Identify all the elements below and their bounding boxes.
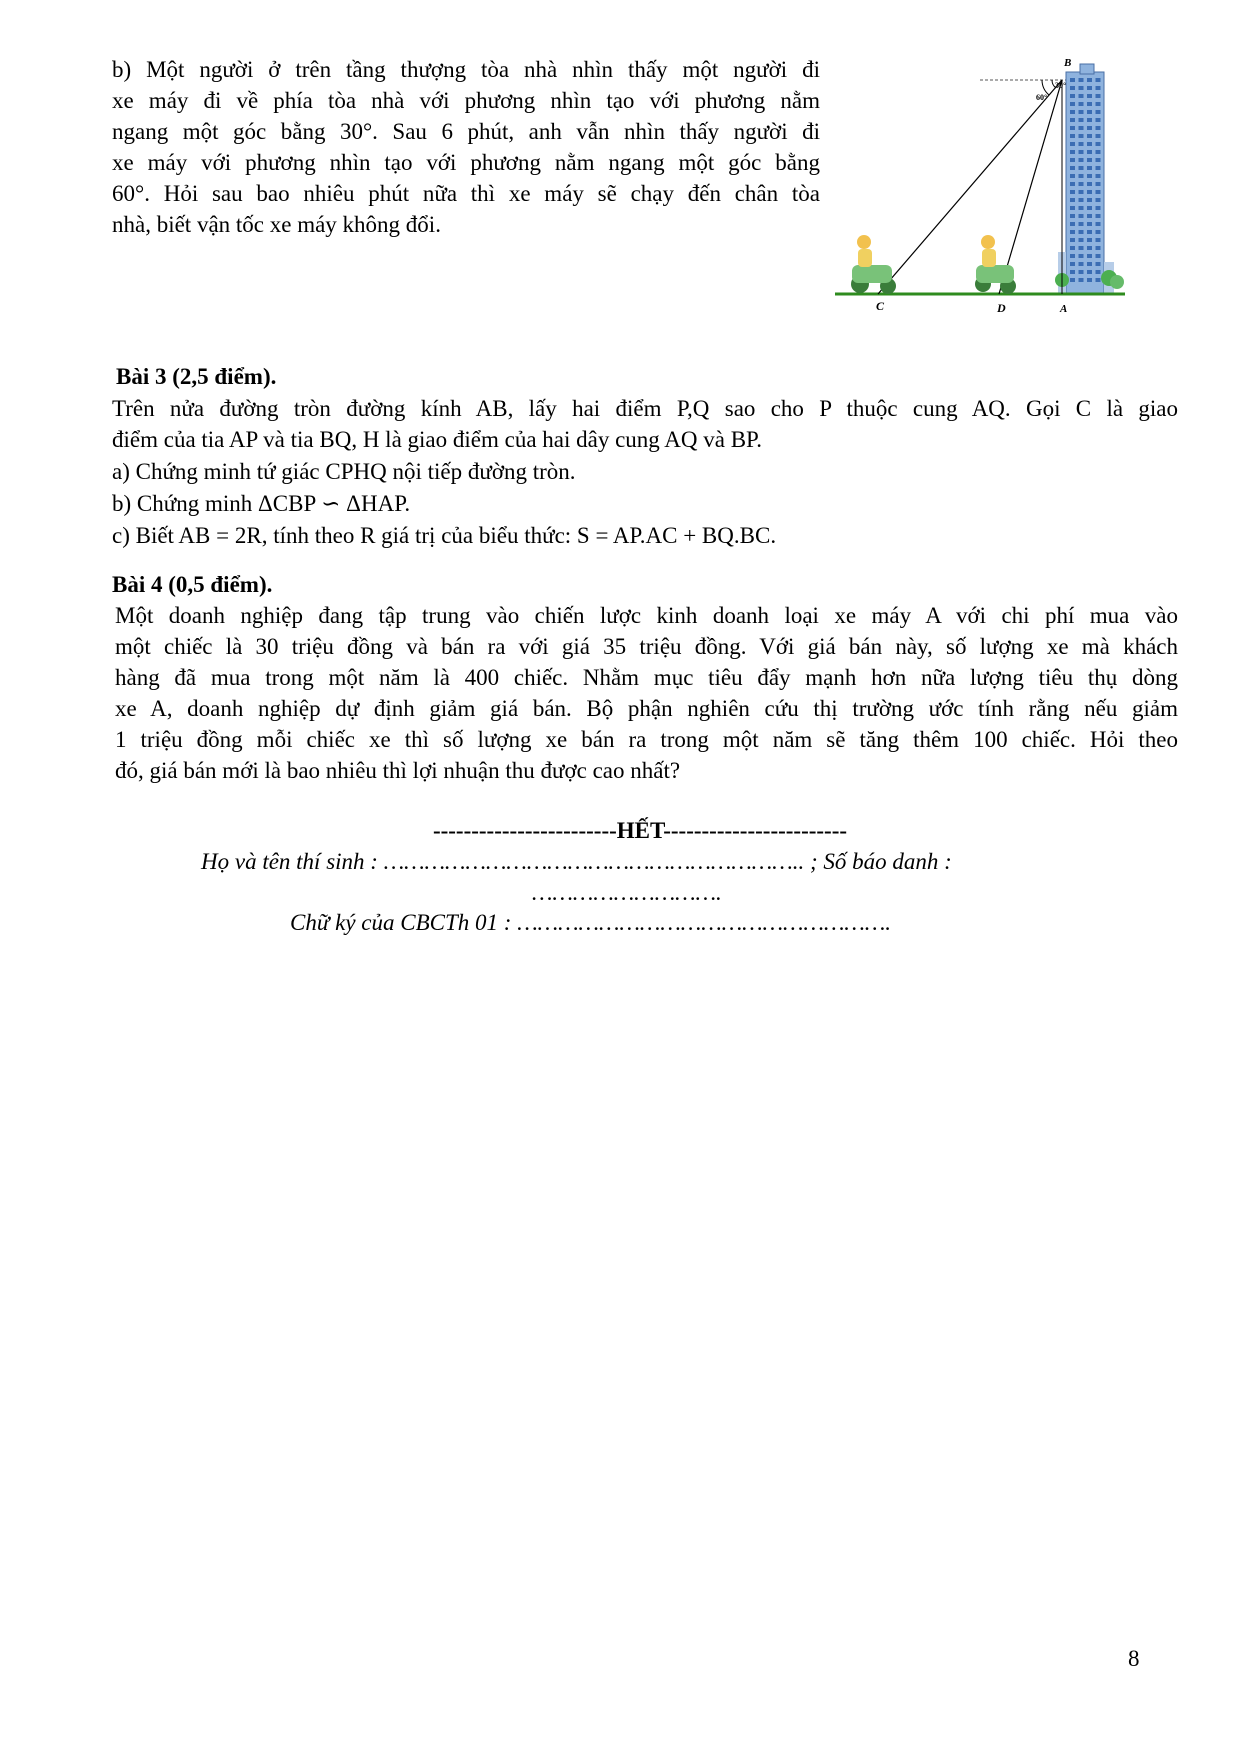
building-window [1096, 238, 1101, 242]
bai4-body [115, 600, 1178, 786]
candidate-name-line: Họ và tên thí sinh : …………………………………………………….. ; Số báo danh : [201, 849, 952, 874]
building-window [1079, 238, 1084, 242]
building-window [1087, 270, 1092, 274]
building-window [1096, 102, 1101, 106]
label-c: C [876, 299, 885, 313]
motorbike-d-icon [975, 235, 1016, 294]
end-marker: ------------------------HẾT------------------------ [432, 818, 848, 843]
building-window [1079, 262, 1084, 266]
building-window [1070, 110, 1075, 114]
proctor-signature-line: Chữ ký của CBCTh 01 : ………………………………………………. [290, 910, 892, 935]
building-window [1096, 198, 1101, 202]
building-window [1087, 134, 1092, 138]
building-window [1079, 158, 1084, 162]
bai3-intro-line: điểm của tia AP và tia BQ, H là giao điểm của hai dây cung AQ và BP. [112, 427, 763, 452]
building-window [1096, 118, 1101, 122]
building-window [1096, 214, 1101, 218]
building-window [1096, 254, 1101, 258]
building-window [1079, 174, 1084, 178]
building-window [1087, 158, 1092, 162]
building-window [1070, 222, 1075, 226]
bai4-line: 1 triệu đồng mỗi chiếc xe thì số lượng xe bán ra trong một năm sẽ tăng thêm 100 chiếc. Hỏi theo [115, 727, 1178, 752]
building-window [1070, 94, 1075, 98]
label-a: A [1060, 303, 1068, 315]
building-window [1096, 182, 1101, 186]
problem-2b-line: ngang một góc bằng 30°. Sau 6 phút, anh vẫn nhìn thấy người đi [112, 119, 820, 144]
building-window [1079, 78, 1084, 82]
building-window [1096, 262, 1101, 266]
building-window [1087, 78, 1092, 82]
building-window [1079, 182, 1084, 186]
building-window [1096, 150, 1101, 154]
building-window [1079, 86, 1084, 90]
label-b: B [1064, 57, 1072, 69]
building-window [1079, 118, 1084, 122]
building-window [1087, 230, 1092, 234]
bai4-heading: Bài 4 (0,5 điểm). [112, 572, 273, 597]
building-window [1087, 102, 1092, 106]
building-window [1096, 222, 1101, 226]
building-window [1096, 206, 1101, 210]
building-window [1079, 126, 1084, 130]
building-window [1070, 126, 1075, 130]
building-window [1096, 134, 1101, 138]
building-window [1087, 238, 1092, 242]
page-number: 8 [1128, 1646, 1140, 1671]
building-window [1070, 134, 1075, 138]
building-window [1087, 262, 1092, 266]
building-window [1096, 126, 1101, 130]
building-window [1096, 86, 1101, 90]
building-window [1070, 262, 1075, 266]
building-window [1087, 222, 1092, 226]
building-window [1087, 94, 1092, 98]
building-window [1070, 270, 1075, 274]
problem-2b-text [112, 54, 820, 240]
building-window [1079, 278, 1084, 282]
building-window [1070, 214, 1075, 218]
building-window [1096, 110, 1101, 114]
bai4-line: hàng đã mua trong một năm là 400 chiếc. Nhằm mục tiêu đẩy mạnh hơn nữa lượng tiêu thụ dòng [115, 665, 1178, 690]
building-window [1087, 174, 1092, 178]
building-window [1070, 206, 1075, 210]
bai3-part-a: a) Chứng minh tứ giác CPHQ nội tiếp đường tròn. [112, 459, 576, 484]
sight-line-bc [878, 80, 1062, 294]
building-window [1079, 270, 1084, 274]
bai4-line: xe A, doanh nghiệp dự định giảm giá bán. Bộ phận nghiên cứu thị trường ước tính rằng nếu giảm [115, 696, 1178, 721]
building-window [1070, 246, 1075, 250]
building-window [1087, 110, 1092, 114]
building-window [1096, 270, 1101, 274]
building-window [1087, 214, 1092, 218]
building-window [1087, 190, 1092, 194]
building-window [1070, 86, 1075, 90]
building-window [1087, 150, 1092, 154]
building-icon [1058, 64, 1114, 294]
bai4-line: một chiếc là 30 triệu đồng và bán ra với giá 35 triệu đồng. Với giá bán này, số lượng xe mà khách [115, 634, 1178, 659]
building-window [1096, 158, 1101, 162]
building-window [1070, 102, 1075, 106]
building-window [1087, 246, 1092, 250]
building-window [1079, 110, 1084, 114]
building-window [1079, 94, 1084, 98]
building-window [1087, 142, 1092, 146]
building-window [1070, 190, 1075, 194]
building-window [1070, 142, 1075, 146]
bai3-intro-line: Trên nửa đường tròn đường kính AB, lấy hai điểm P,Q sao cho P thuộc cung AQ. Gọi C là giao [112, 396, 1178, 421]
building-window [1070, 182, 1075, 186]
building-window [1087, 278, 1092, 282]
building-window [1079, 214, 1084, 218]
building-window [1070, 278, 1075, 282]
building-window [1079, 142, 1084, 146]
building-window [1087, 198, 1092, 202]
motorbike-c-icon [851, 235, 896, 294]
building-window [1087, 118, 1092, 122]
problem-2b-line: 60°. Hỏi sau bao nhiêu phút nữa thì xe máy sẽ chạy đến chân tòa [112, 181, 820, 206]
building-window [1087, 206, 1092, 210]
building-window [1079, 230, 1084, 234]
problem-2b-line: xe máy với phương nhìn tạo với phương nằm ngang một góc bằng [112, 150, 820, 175]
bai4-line: đó, giá bán mới là bao nhiêu thì lợi nhuận thu được cao nhất? [115, 758, 681, 783]
label-d: D [997, 301, 1006, 315]
building-window [1070, 254, 1075, 258]
bai3-body [112, 393, 1178, 552]
problem-2b-line: b) Một người ở trên tầng thượng tòa nhà nhìn thấy một người đi [112, 57, 820, 82]
building-window [1079, 254, 1084, 258]
building-window [1079, 190, 1084, 194]
building-window [1096, 230, 1101, 234]
building-window [1079, 198, 1084, 202]
bai3-part-b: b) Chứng minh ΔCBP ∽ ΔHAP. [112, 491, 411, 516]
building-window [1079, 102, 1084, 106]
building-window [1070, 198, 1075, 202]
building-window [1096, 78, 1101, 82]
bai4-line: Một doanh nghiệp đang tập trung vào chiến lược kinh doanh loại xe máy A với chi phí mua vào [115, 603, 1178, 628]
building-window [1087, 254, 1092, 258]
building-window [1079, 246, 1084, 250]
problem-2b-line: xe máy đi về phía tòa nhà với phương nhìn tạo với phương nằm [112, 88, 820, 113]
building-angle-figure [830, 52, 1130, 322]
problem-2b-line: nhà, biết vận tốc xe máy không đổi. [112, 212, 441, 237]
building-window [1079, 134, 1084, 138]
building-window [1070, 158, 1075, 162]
building-window [1079, 166, 1084, 170]
building-window [1087, 126, 1092, 130]
bai3-part-c: c) Biết AB = 2R, tính theo R giá trị của biểu thức: S = AP.AC + BQ.BC. [112, 523, 777, 548]
angle-label-30: 30° [1055, 81, 1067, 90]
building-window [1096, 94, 1101, 98]
building-window [1096, 190, 1101, 194]
building-window [1096, 166, 1101, 170]
building-window [1070, 150, 1075, 154]
building-window [1070, 166, 1075, 170]
building-window [1096, 246, 1101, 250]
building-window [1070, 78, 1075, 82]
bai3-heading: Bài 3 (2,5 điểm). [116, 364, 277, 389]
building-window [1096, 278, 1101, 282]
building-window [1087, 86, 1092, 90]
building-window [1087, 166, 1092, 170]
building-window [1079, 206, 1084, 210]
building-window [1096, 174, 1101, 178]
building-window [1079, 222, 1084, 226]
building-window [1079, 150, 1084, 154]
building-window [1070, 238, 1075, 242]
sight-line-bd [999, 80, 1062, 294]
angle-label-60: 60° [1036, 93, 1048, 102]
building-window [1096, 142, 1101, 146]
candidate-number-dots: ………………………. [532, 880, 722, 905]
building-window [1087, 182, 1092, 186]
building-window [1070, 174, 1075, 178]
building-window [1070, 230, 1075, 234]
building-window [1070, 118, 1075, 122]
